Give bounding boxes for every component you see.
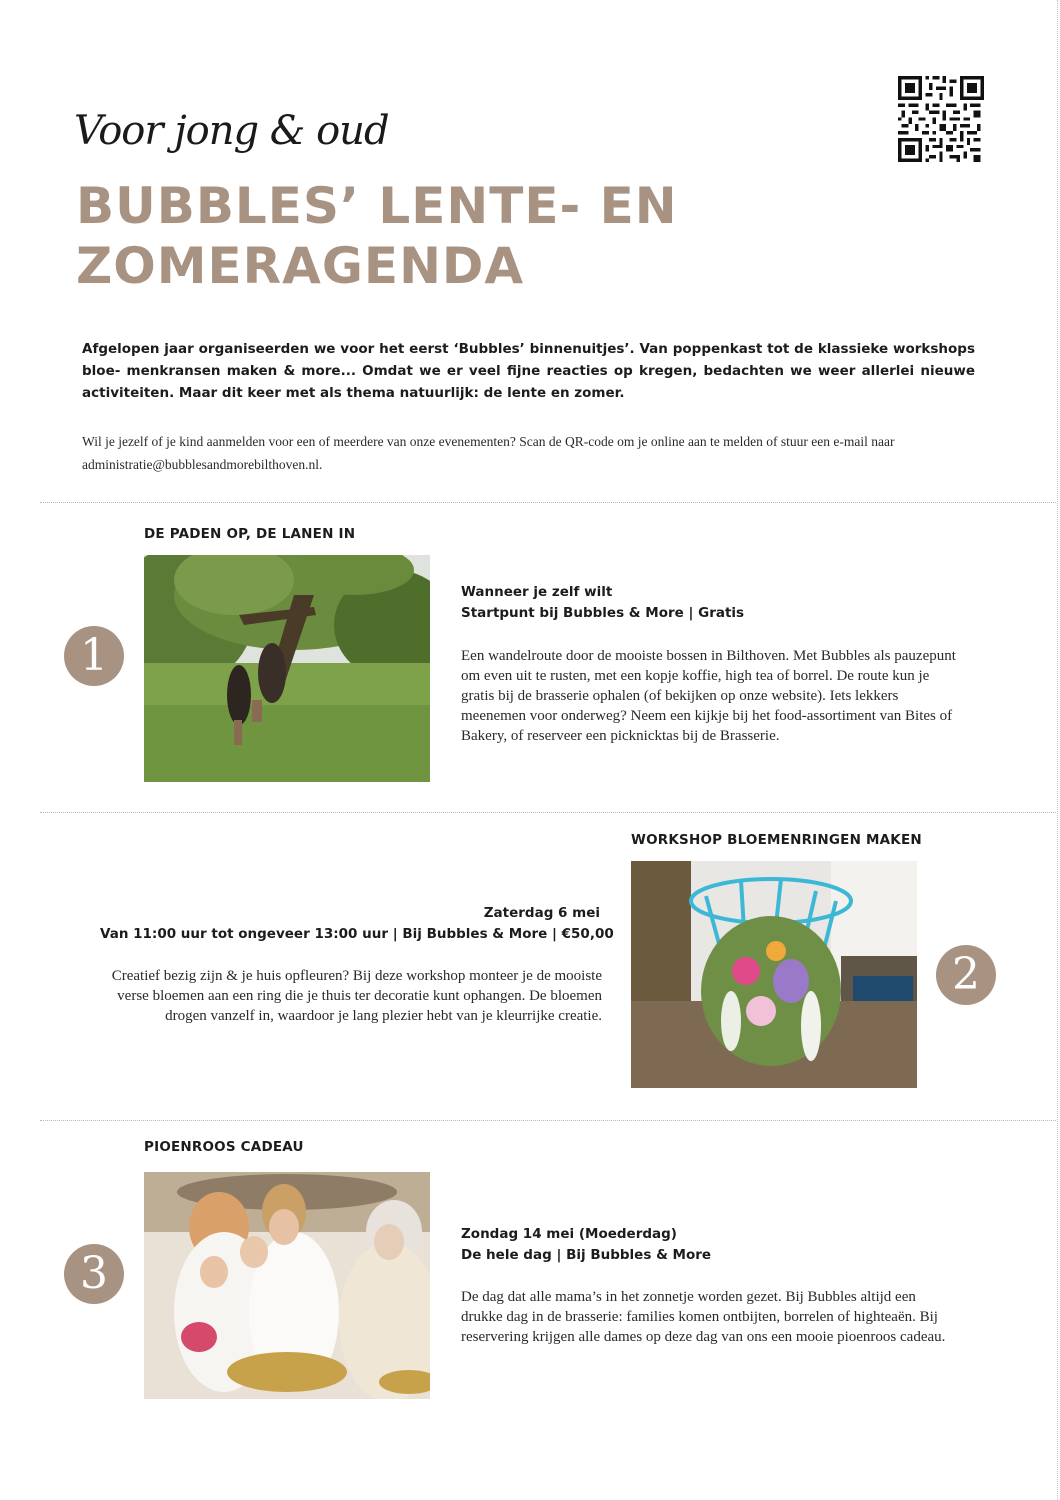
event-2-number-badge: 2 [936, 945, 996, 1005]
event-3-title: PIOENROOS CADEAU [144, 1139, 304, 1155]
event-1-number-badge: 1 [64, 626, 124, 686]
section-divider [40, 812, 1056, 813]
title-line-2: ZOMERAGENDA [76, 237, 525, 295]
title-line-1: BUBBLES’ LENTE- EN [76, 177, 678, 235]
qr-code-icon[interactable] [898, 76, 984, 162]
event-1-title: DE PADEN OP, DE LANEN IN [144, 526, 356, 542]
event-3-where: De hele dag | Bij Bubbles & More [461, 1247, 712, 1263]
event-3-when: Zondag 14 mei (Moederdag) [461, 1226, 677, 1242]
event-3-meta [461, 1224, 711, 1266]
event-1-description: Een wandelroute door de mooiste bossen in Bilthoven. Met Bubbles als pauzepunt om even uit te rusten, met een kopje koffie, high tea of borrel. De route kun je gratis bij de brasserie ophalen (of bekijken op onze website). Iets lekkers meenemen voor onderweg? Neem een kijkje bij het food-assortiment van Bites of Bakery, of reserveer een picknicktas bij de Brasserie. [461, 648, 956, 744]
event-3-photo [144, 1172, 430, 1399]
event-1-meta [461, 582, 744, 624]
script-subtitle: Voor jong & oud [74, 108, 389, 154]
section-divider [40, 1120, 1056, 1121]
signup-paragraph: Wil je jezelf of je kind aanmelden voor een of meerdere van onze evenementen? Scan de QR-code om je online aan te melden of stuur een e-mail naar administratie@bubblesandmorebilthoven.nl. [82, 434, 895, 472]
event-3-description: De dag dat alle mama’s in het zonnetje worden gezet. Bij Bubbles altijd een drukke dag in de brasserie: families komen ontbijten, borrelen of highteaën. Bij reservering krijgen alle dames op deze dag van ons een mooie pioenroos cadeau. [461, 1289, 946, 1345]
event-2-when: Zaterdag 6 mei [483, 905, 600, 921]
event-2-title: WORKSHOP BLOEMENRINGEN MAKEN [631, 832, 922, 848]
event-2-where: Van 11:00 uur tot ongeveer 13:00 uur | Bij Bubbles & More | €50,00 [100, 926, 614, 942]
intro-paragraph: Afgelopen jaar organiseerden we voor het eerst ‘Bubbles’ binnenuitjes’. Van poppenkast tot de klassieke workshops bloe- menkransen maken & more... Omdat we er veel fijne reacties op kregen, bedachten we weer allerlei nieuwe activiteiten. Maar dit keer met als thema natuurlijk: de lente en zomer. [82, 341, 975, 401]
event-1-when: Wanneer je zelf wilt [461, 584, 613, 600]
page-edge-line [1057, 0, 1058, 1500]
page-title [76, 176, 776, 296]
event-1-where: Startpunt bij Bubbles & More | Gratis [461, 605, 745, 621]
event-2-description: Creatief bezig zijn & je huis opfleuren? Bij deze workshop monteer je de mooiste verse bloemen aan een ring die je thuis ter decoratie kunt ophangen. De bloemen drogen vanzelf in, waardoor je lang plezier hebt van je kleurrijke creatie. [111, 968, 602, 1024]
event-1-photo [144, 555, 430, 782]
section-divider [40, 502, 1056, 503]
event-3-number-badge: 3 [64, 1244, 124, 1304]
event-2-meta [100, 903, 614, 945]
event-2-photo [631, 861, 917, 1088]
